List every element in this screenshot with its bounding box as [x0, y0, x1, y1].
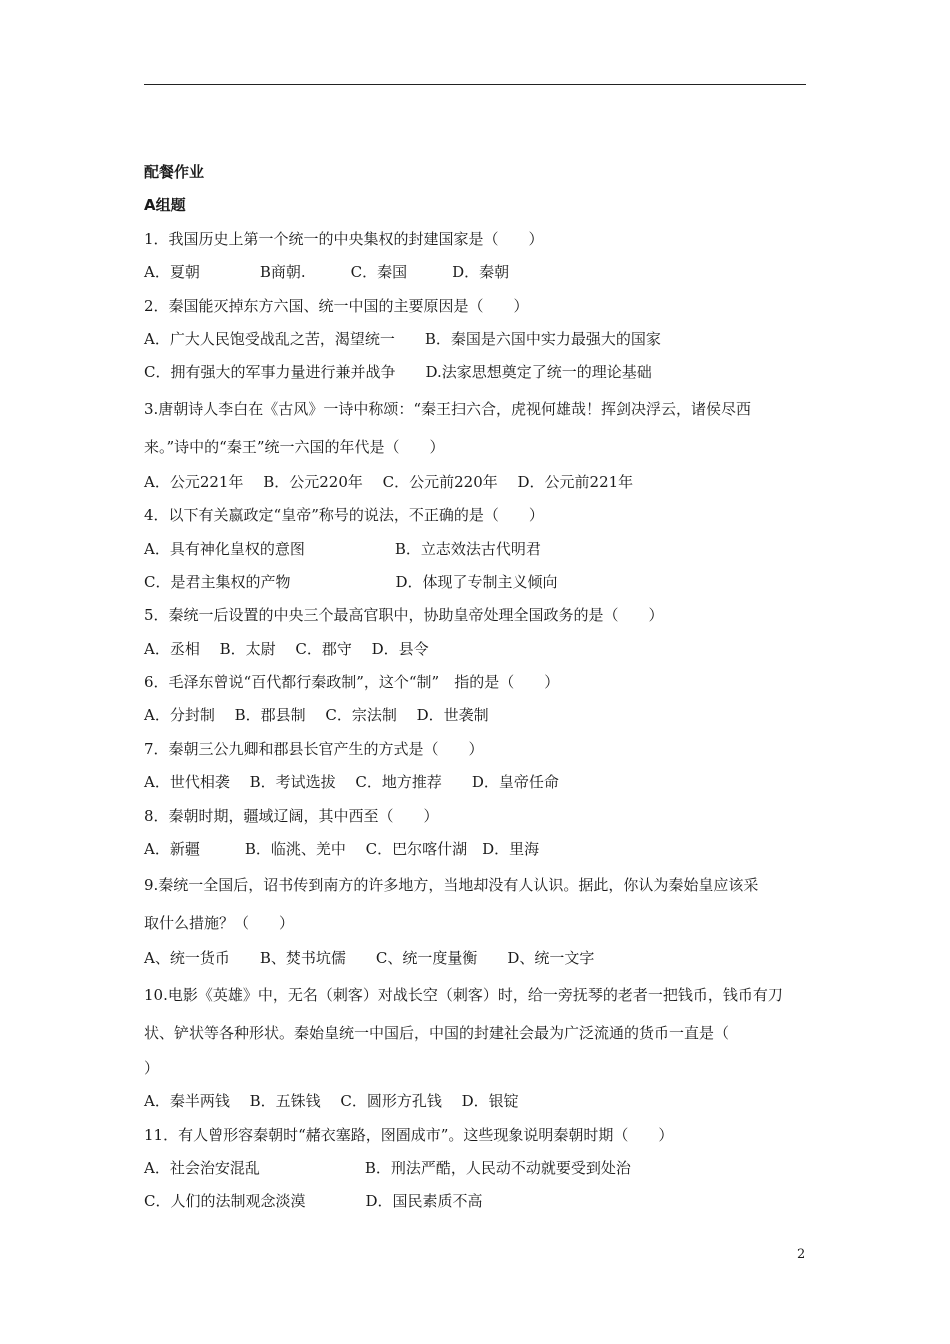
- question-9-line-1: 9.秦统一全国后，诏书传到南方的许多地方，当地却没有人认识。据此，你认为秦始皇应该采: [144, 876, 759, 895]
- section-title: A组题: [144, 196, 186, 215]
- question-5: 5．秦统一后设置的中央三个最高官职中，协助皇帝处理全国政务的是（ ）: [144, 606, 664, 625]
- question-7-options: A．世代相袭 B．考试选拔 C．地方推荐 D．皇帝任命: [144, 773, 559, 792]
- question-6-options: A．分封制 B．郡县制 C．宗法制 D．世袭制: [144, 706, 489, 725]
- page-heading: 配餐作业: [144, 163, 205, 181]
- question-5-options: A．丞相 B．太尉 C．郡守 D．县令: [144, 639, 429, 658]
- question-10-line-1: 10.电影《英雄》中，无名（刺客）对战长空（刺客）时，给一旁抚琴的老者一把钱币，钱币有刀: [144, 985, 783, 1004]
- question-8-options: A．新疆 B．临洮、羌中 C．巴尔喀什湖 D．里海: [144, 840, 540, 859]
- question-7: 7．秦朝三公九卿和郡县长官产生的方式是（ ）: [144, 739, 484, 758]
- question-10-line-3: ）: [144, 1058, 160, 1077]
- question-4-options-ab: A．具有神化皇权的意图 B．立志效法古代明君: [144, 539, 541, 558]
- question-10-line-2: 状、铲状等各种形状。秦始皇统一中国后，中国的封建社会最为广泛流通的货币一直是（: [144, 1023, 730, 1042]
- question-1-options: A．夏朝 B商朝. C．秦国 D．秦朝: [144, 263, 510, 282]
- question-3-line-2: 来。”诗中的“秦王”统一六国的年代是（ ）: [144, 437, 445, 456]
- page-number: 2: [797, 1247, 806, 1262]
- question-11: 11．有人曾形容秦朝时“赭衣塞路，囹圄成市”。这些现象说明秦朝时期（ ）: [144, 1125, 674, 1144]
- question-4: 4．以下有关嬴政定“皇帝”称号的说法，不正确的是（ ）: [144, 506, 544, 525]
- question-11-options-ab: A．社会治安混乱 B．刑法严酷，人民动不动就要受到处治: [144, 1158, 631, 1177]
- question-4-options-cd: C．是君主集权的产物 D．体现了专制主义倾向: [144, 572, 558, 591]
- question-10-options: A．秦半两钱 B．五铢钱 C．圆形方孔钱 D．银锭: [144, 1092, 519, 1111]
- question-3-options: A．公元221年 B．公元220年 C．公元前220年 D．公元前221年: [144, 472, 634, 491]
- question-3-line-1: 3.唐朝诗人李白在《古风》一诗中称颂：“秦王扫六合，虎视何雄哉！挥剑决浮云，诸侯尽西: [144, 399, 751, 418]
- question-2-options-ab: A．广大人民饱受战乱之苦，渴望统一 B．秦国是六国中实力最强大的国家: [144, 329, 661, 348]
- question-11-options-cd: C．人们的法制观念淡漠 D．国民素质不高: [144, 1192, 483, 1211]
- header-rule: [144, 84, 806, 85]
- question-9-line-2: 取什么措施？（ ）: [144, 914, 295, 933]
- document-body: [144, 156, 812, 1219]
- question-8: 8．秦朝时期，疆域辽阔，其中西至（ ）: [144, 806, 439, 825]
- question-1: 1．我国历史上第一个统一的中央集权的封建国家是（ ）: [144, 229, 544, 248]
- question-2: 2．秦国能灭掉东方六国、统一中国的主要原因是（ ）: [144, 296, 529, 315]
- question-9-options: A、统一货币 B、焚书坑儒 C、统一度量衡 D、统一文字: [144, 949, 595, 968]
- question-6: 6．毛泽东曾说“百代都行秦政制”，这个“制” 指的是（ ）: [144, 673, 560, 692]
- question-2-options-cd: C．拥有强大的军事力量进行兼并战争 D.法家思想奠定了统一的理论基础: [144, 363, 652, 382]
